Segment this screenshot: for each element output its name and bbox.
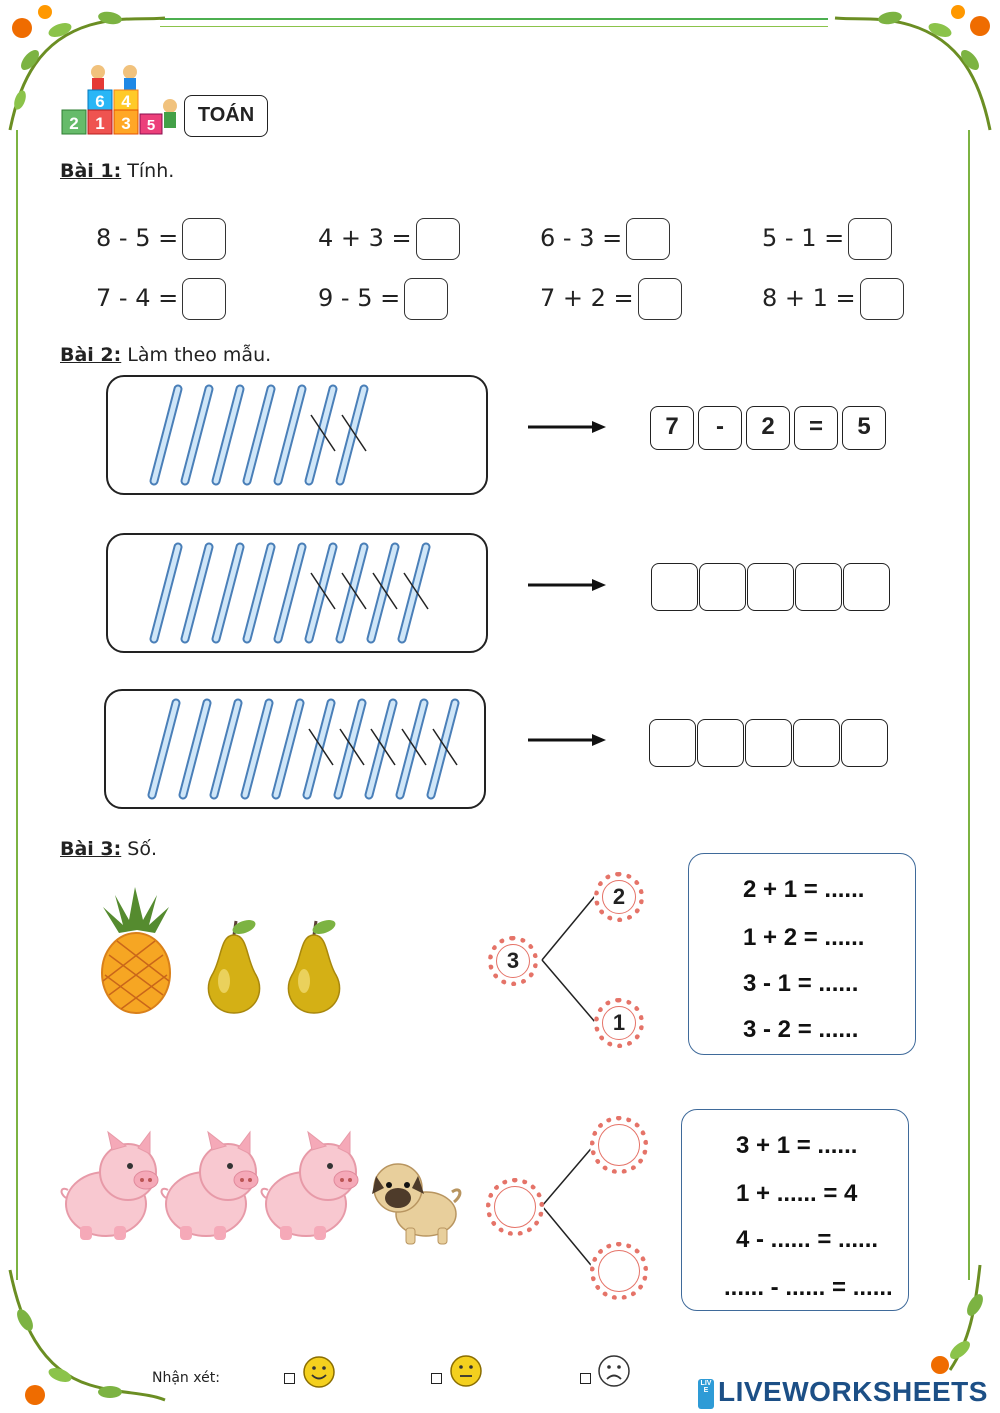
counting-stick-highlight	[338, 703, 362, 795]
counting-stick-highlight	[369, 703, 393, 795]
logo-block-digit: 1	[95, 114, 105, 133]
subject-title: TOÁN	[184, 95, 268, 137]
calc-expression: 7 - 4 =	[96, 284, 179, 312]
equation-cell: 7	[650, 406, 694, 450]
logo-block-digit: 4	[121, 92, 131, 111]
pig-image	[158, 1128, 266, 1244]
equation-input-cell[interactable]	[697, 719, 744, 767]
brand-tag-text: LIVE	[700, 1380, 712, 1394]
fill-equation[interactable]: 3 + 1 = ......	[736, 1132, 858, 1159]
counting-stick-highlight	[371, 547, 395, 639]
equation-input-cell[interactable]	[651, 563, 698, 611]
exercise-1-heading	[60, 160, 174, 182]
feedback-checkbox-sad[interactable]	[580, 1373, 591, 1384]
neutral-face-icon	[449, 1354, 483, 1388]
calc-expression: 7 + 2 =	[540, 284, 634, 312]
counting-stick-highlight	[431, 703, 455, 795]
equation-input-cell[interactable]	[793, 719, 840, 767]
fill-equation[interactable]: 1 + 2 = ......	[743, 924, 865, 951]
counting-stick-highlight	[309, 389, 333, 481]
logo-block-digit: 2	[69, 114, 79, 133]
sad-face-icon	[597, 1354, 631, 1388]
stick-group-2	[106, 533, 488, 653]
answer-box[interactable]	[416, 218, 460, 260]
exercise-1-label: Bài 1:	[60, 160, 122, 182]
pig-image	[58, 1128, 166, 1244]
counting-stick-highlight	[216, 547, 240, 639]
exercise-2-heading	[60, 344, 271, 366]
calc-row-2-item	[96, 278, 226, 320]
sticks-drawing	[108, 377, 486, 493]
brand-logo-text: LIVEWORKSHEETS	[718, 1376, 988, 1407]
number-bond-part: 2	[594, 872, 644, 922]
counting-stick-highlight	[154, 389, 178, 481]
counting-stick-highlight	[400, 703, 424, 795]
counting-stick-highlight	[247, 547, 271, 639]
exercise-1-instruction: Tính.	[127, 160, 175, 182]
number-bond-part-input[interactable]	[590, 1116, 648, 1174]
dog-image	[368, 1158, 464, 1248]
equation-cell: =	[794, 406, 838, 450]
counting-stick-highlight	[216, 389, 240, 481]
counting-stick-highlight	[278, 547, 302, 639]
counting-stick-highlight	[185, 547, 209, 639]
example-equation-cells	[650, 406, 895, 454]
calc-row-2-item	[318, 278, 448, 320]
arrow-right-icon	[528, 418, 608, 436]
answer-box[interactable]	[860, 278, 904, 320]
bottom-left-vine-decoration	[0, 1260, 170, 1413]
feedback-label: Nhận xét:	[152, 1370, 220, 1386]
equation-cell: 5	[842, 406, 886, 450]
exercise-3-label: Bài 3:	[60, 838, 122, 860]
exercise-3-heading	[60, 838, 157, 860]
fill-equation[interactable]: 4 - ...... = ......	[736, 1226, 879, 1253]
counting-stick-highlight	[340, 547, 364, 639]
number-bond-part: 1	[594, 998, 644, 1048]
equation-input-cell[interactable]	[699, 563, 746, 611]
sticks-drawing	[106, 691, 484, 807]
arrow-right-icon	[528, 576, 608, 594]
left-border	[16, 130, 18, 1280]
answer-box[interactable]	[182, 218, 226, 260]
answer-box[interactable]	[848, 218, 892, 260]
happy-face-icon	[302, 1355, 336, 1389]
counting-stick-highlight	[183, 703, 207, 795]
number-blocks-logo	[58, 62, 186, 138]
calc-row-1-item	[540, 218, 670, 260]
equation-cell: 2	[746, 406, 790, 450]
calc-expression: 6 - 3 =	[540, 224, 623, 252]
logo-block-digit: 3	[121, 114, 131, 133]
counting-stick-highlight	[307, 703, 331, 795]
number-bond-part-input[interactable]	[590, 1242, 648, 1300]
number-bond-whole: 3	[488, 936, 538, 986]
feedback-checkbox-happy[interactable]	[284, 1373, 295, 1384]
calc-expression: 9 - 5 =	[318, 284, 401, 312]
stick-group-example	[106, 375, 488, 495]
fill-equation[interactable]: 3 - 2 = ......	[743, 1016, 859, 1043]
pear-image	[200, 915, 268, 1015]
stick-group-3	[104, 689, 486, 809]
answer-equation-cells-3	[649, 719, 894, 767]
counting-stick-highlight	[278, 389, 302, 481]
equation-input-cell[interactable]	[649, 719, 696, 767]
arrow-right-icon	[528, 731, 608, 749]
fill-equation[interactable]: 1 + ...... = 4	[736, 1180, 858, 1207]
logo-block-digit: 5	[146, 117, 156, 134]
answer-box[interactable]	[182, 278, 226, 320]
answer-box[interactable]	[404, 278, 448, 320]
right-border	[968, 130, 970, 1280]
counting-stick-highlight	[309, 547, 333, 639]
pear-image	[280, 915, 348, 1015]
equation-input-cell[interactable]	[747, 563, 794, 611]
pineapple-image	[95, 885, 177, 1015]
equation-input-cell[interactable]	[843, 563, 890, 611]
number-bond-whole-input[interactable]	[486, 1178, 544, 1236]
calc-expression: 5 - 1 =	[762, 224, 845, 252]
counting-stick-highlight	[154, 547, 178, 639]
calc-row-2-item	[540, 278, 682, 320]
feedback-checkbox-neutral[interactable]	[431, 1373, 442, 1384]
fill-equation[interactable]: ...... - ...... = ......	[724, 1274, 893, 1301]
counting-stick-highlight	[185, 389, 209, 481]
counting-stick-highlight	[340, 389, 364, 481]
equation-input-cell[interactable]	[795, 563, 842, 611]
exercise-3-instruction: Số.	[127, 838, 158, 860]
calc-row-1-item	[318, 218, 460, 260]
equation-cell: -	[698, 406, 742, 450]
calc-row-1-item	[762, 218, 892, 260]
answer-box[interactable]	[638, 278, 682, 320]
equation-input-cell[interactable]	[841, 719, 888, 767]
top-right-vine-decoration	[830, 0, 1000, 140]
liveworksheets-watermark	[698, 1376, 994, 1412]
counting-stick-highlight	[152, 703, 176, 795]
calc-expression: 8 + 1 =	[762, 284, 856, 312]
equation-panel-1	[688, 853, 916, 1055]
logo-block-digit: 6	[95, 92, 105, 111]
counting-stick-highlight	[214, 703, 238, 795]
pig-image	[258, 1128, 366, 1244]
counting-stick-highlight	[276, 703, 300, 795]
answer-equation-cells-2	[651, 563, 896, 611]
counting-stick-highlight	[247, 389, 271, 481]
top-border	[160, 18, 828, 27]
calc-row-2-item	[762, 278, 904, 320]
equation-input-cell[interactable]	[745, 719, 792, 767]
bottom-right-vine-decoration	[900, 1260, 1000, 1380]
counting-stick-highlight	[402, 547, 426, 639]
calc-expression: 8 - 5 =	[96, 224, 179, 252]
sticks-drawing	[108, 535, 486, 651]
exercise-2-label: Bài 2:	[60, 344, 122, 366]
counting-stick-highlight	[245, 703, 269, 795]
exercise-2-instruction: Làm theo mẫu.	[127, 344, 272, 366]
fill-equation[interactable]: 3 - 1 = ......	[743, 970, 859, 997]
fill-equation[interactable]: 2 + 1 = ......	[743, 876, 865, 903]
answer-box[interactable]	[626, 218, 670, 260]
calc-row-1-item	[96, 218, 226, 260]
equation-panel-2	[681, 1109, 909, 1311]
calc-expression: 4 + 3 =	[318, 224, 412, 252]
